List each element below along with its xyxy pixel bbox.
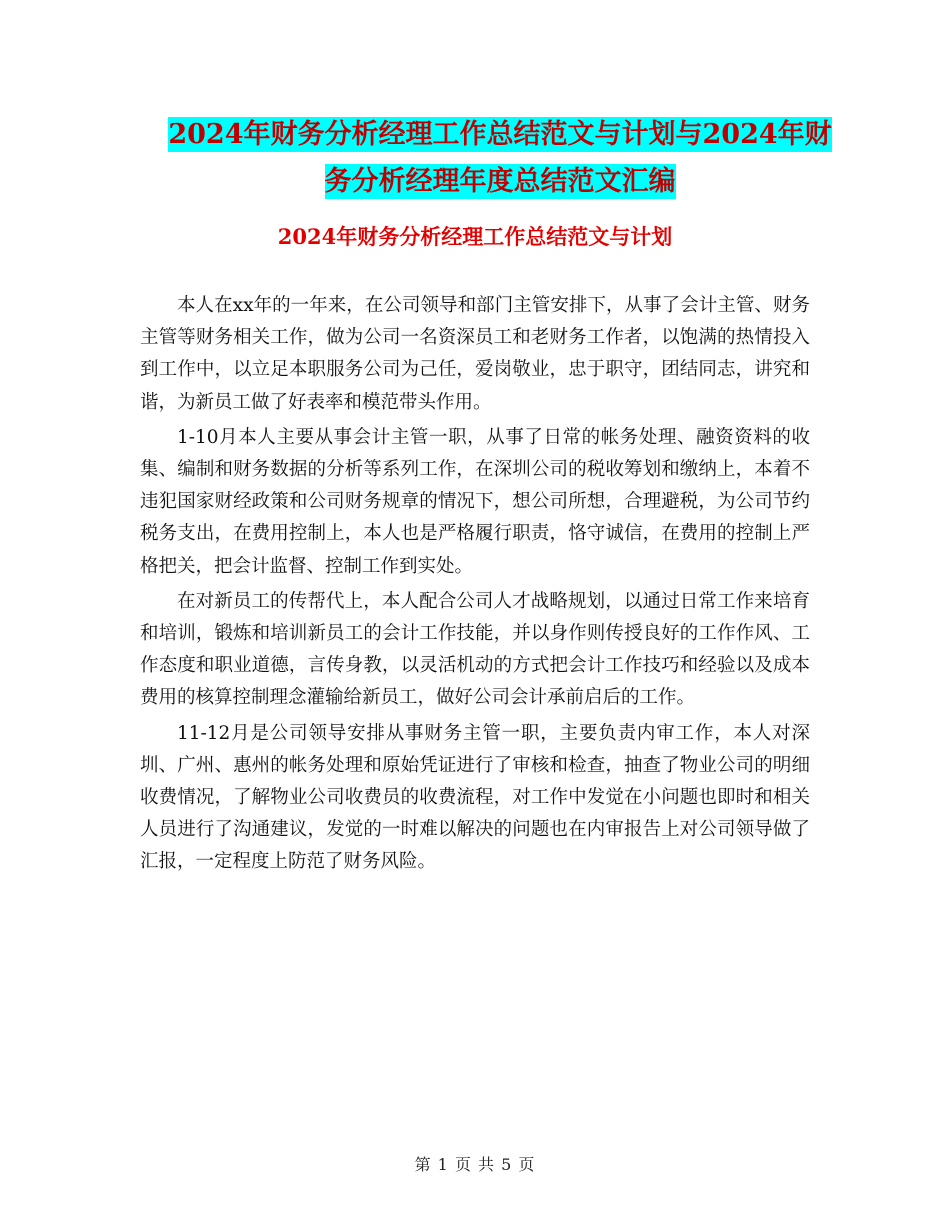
page-number-footer: 第 1 页 共 5 页 <box>414 1155 536 1174</box>
paragraph: 1-10月本人主要从事会计主管一职，从事了日常的帐务处理、融资资料的收集、编制和财务数据的分析等系列工作，在深圳公司的税收筹划和缴纳上，本着不违犯国家财经政策和公司财务规章的情况下，想公司所想，合理避税，为公司节约税务支出，在费用控制上，本人也是严格履行职责，恪守诚信，在费用的控制上严格把关，把会计监督、控制工作到实处。 <box>140 426 810 577</box>
document-title <box>140 111 860 205</box>
title-line-2: 务分析经理年度总结范文汇编 <box>324 166 676 197</box>
paragraph: 11-12月是公司领导安排从事财务主管一职，主要负责内审工作，本人对深圳、广州、惠州的帐务处理和原始凭证进行了审核和检查，抽查了物业公司的明细收费情况，了解物业公司收费员的收费流程，对工作中发觉在小问题也即时和相关人员进行了沟通建议，发觉的一时难以解决的问题也在内审报告上对公司领导做了汇报，一定程度上防范了财务风险。 <box>140 722 810 873</box>
title-line-1: 2024年财务分析经理工作总结范文与计划与2024年财 <box>168 119 832 150</box>
paragraph: 在对新员工的传帮代上，本人配合公司人才战略规划，以通过日常工作来培育和培训，锻炼和培训新员工的会计工作技能，并以身作则传授良好的工作作风、工作态度和职业道德，言传身教，以灵活机动的方式把会计工作技巧和经验以及成本费用的核算控制理念灌输给新员工，做好公司会计承前启后的工作。 <box>140 590 810 709</box>
section-title: 2024年财务分析经理工作总结范文与计划 <box>277 224 673 249</box>
paragraph: 本人在xx年的一年来，在公司领导和部门主管安排下，从事了会计主管、财务主管等财务相关工作，做为公司一名资深员工和老财务工作者，以饱满的热情投入到工作中，以立足本职服务公司为己任，爱岗敬业，忠于职守，团结同志，讲究和谐，为新员工做了好表率和模范带头作用。 <box>140 295 810 413</box>
body-text <box>140 290 810 882</box>
